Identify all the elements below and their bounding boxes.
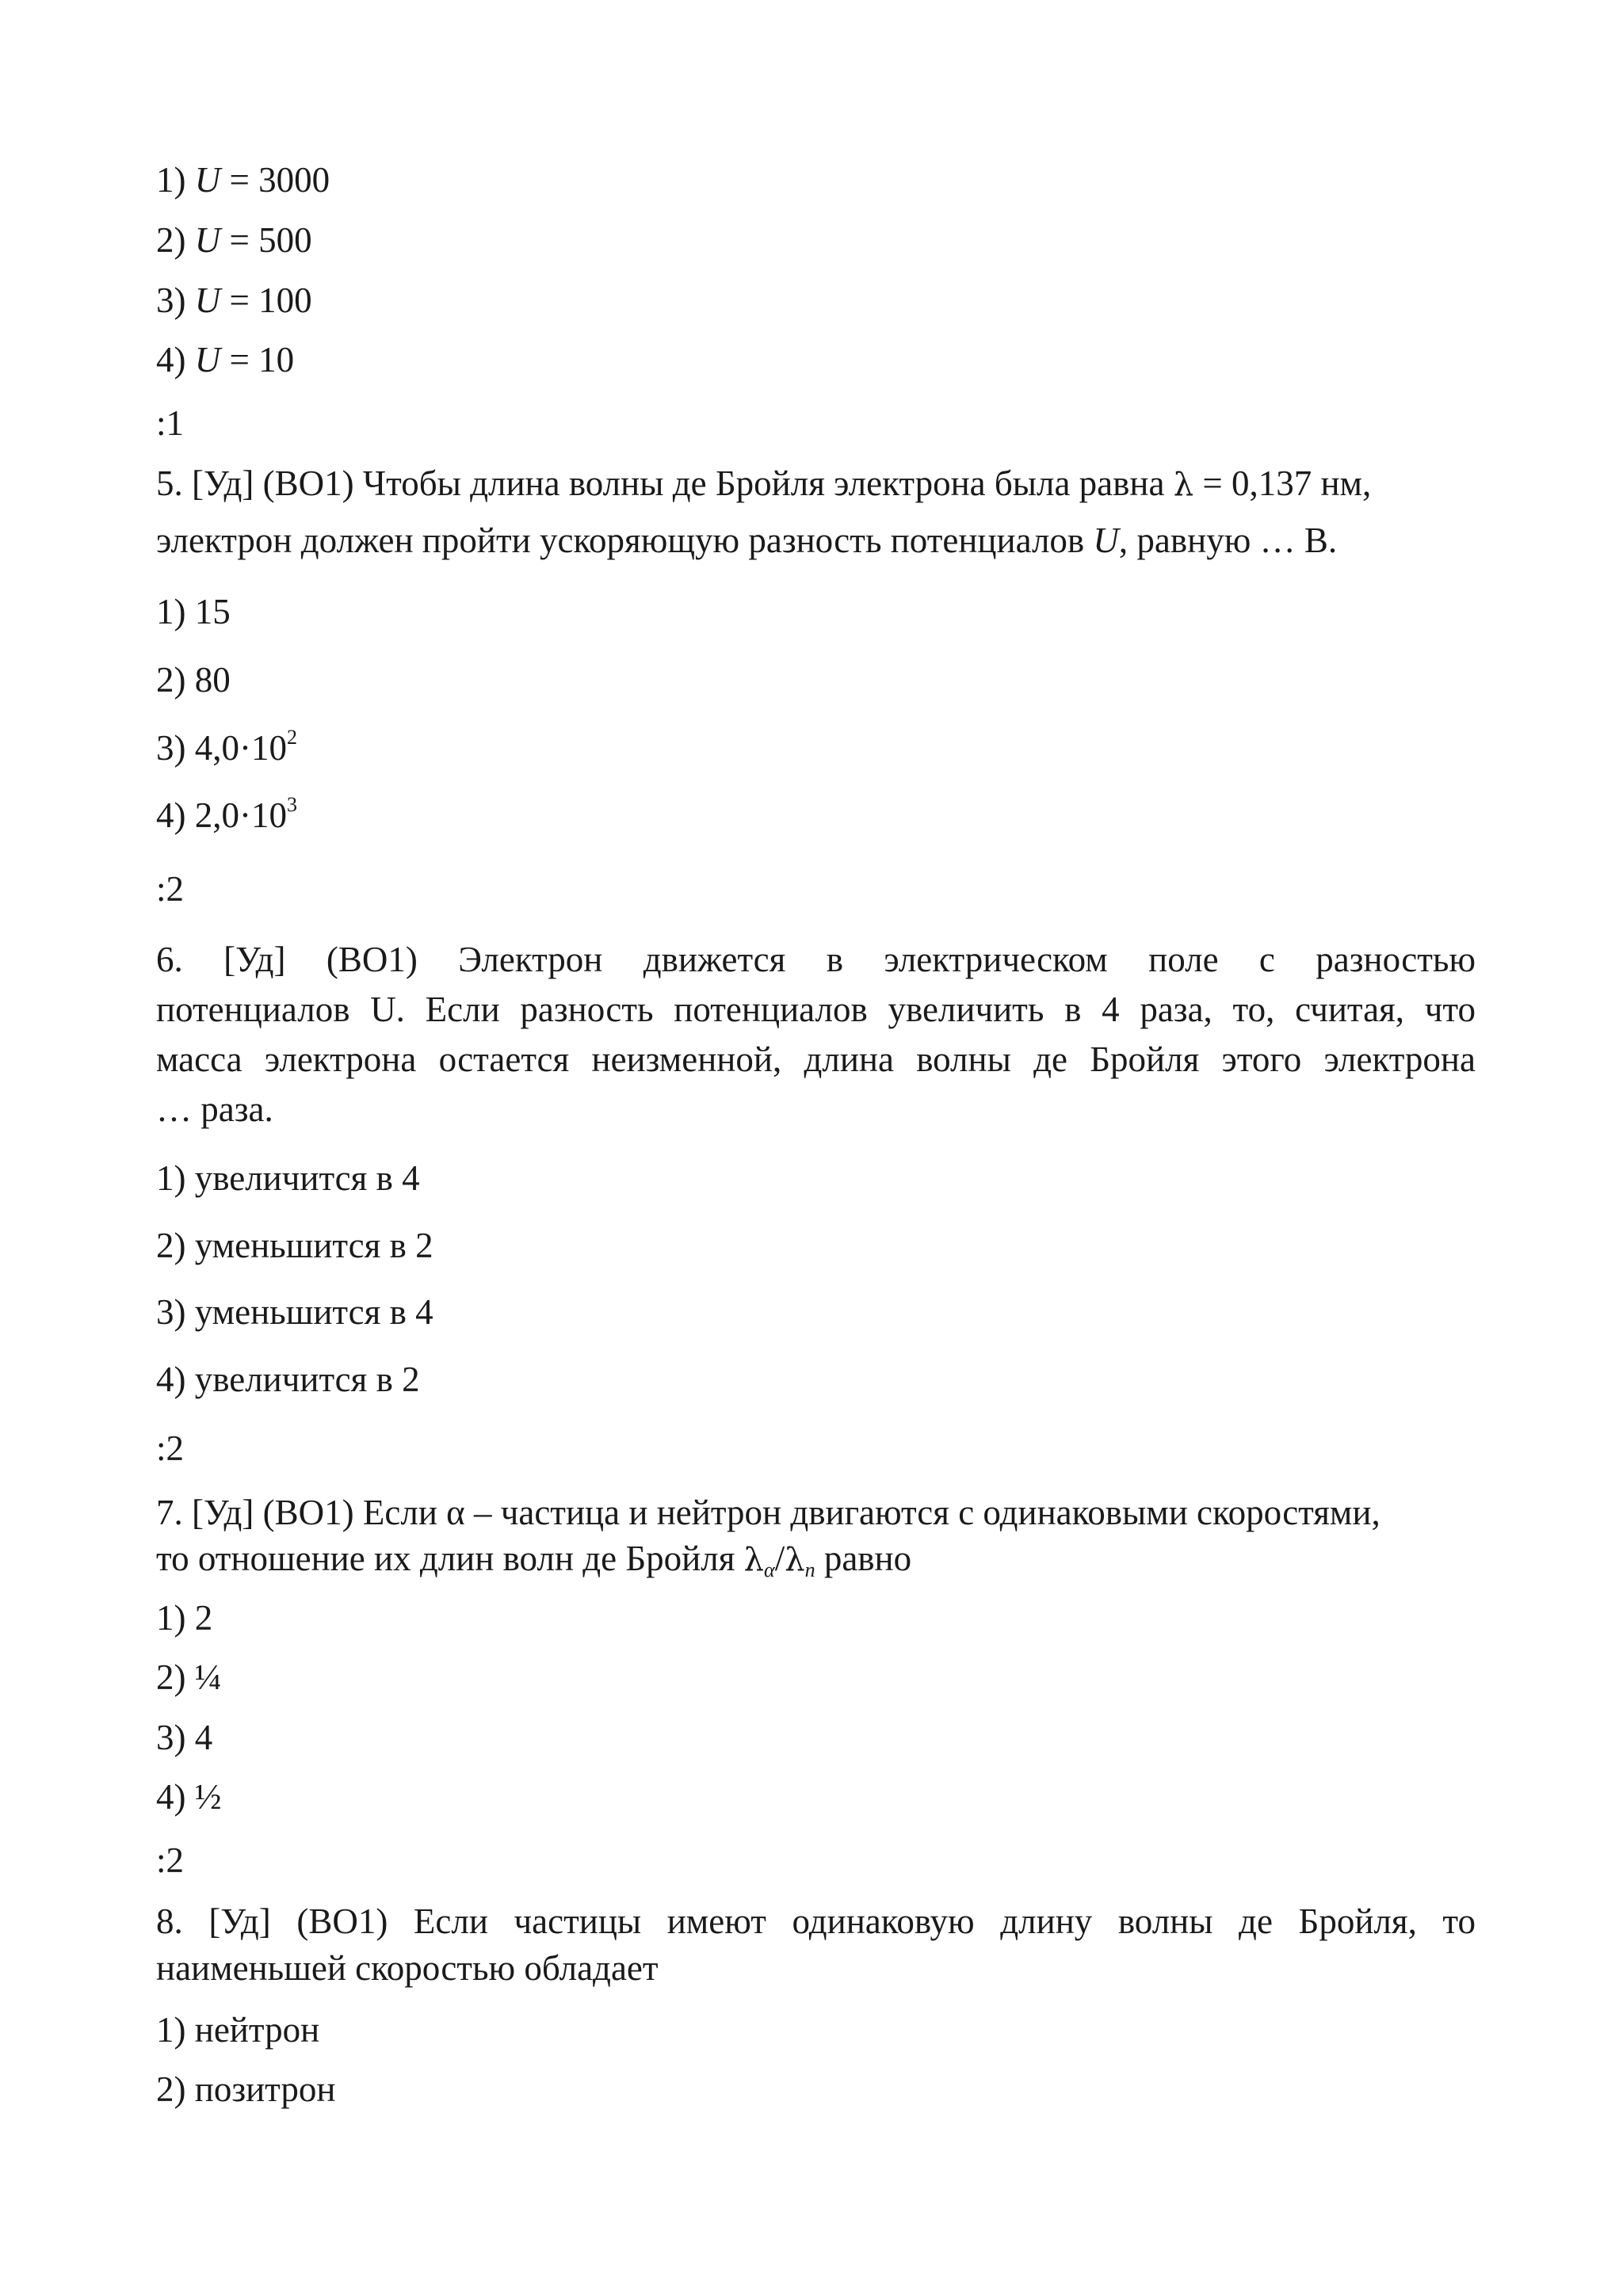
q4-option-2-value: = 500: [220, 220, 312, 260]
q4-option-1-value: = 3000: [220, 160, 330, 200]
q7-text-line-2: [156, 1539, 912, 1581]
q8-text-line-2: наименьшей скоростью обладает: [156, 1948, 659, 1988]
q7-option-1: 1) 2: [156, 1598, 213, 1638]
q4-option-1: [156, 162, 330, 198]
q5-lambda-symbol: λ: [1173, 467, 1194, 503]
q4-option-2-variable: U: [194, 220, 221, 260]
q7-n-subscript: n: [804, 1558, 815, 1581]
q4-option-1-number: 1): [156, 160, 195, 200]
q5-text-line-2-end: , равную … В.: [1118, 521, 1338, 560]
q7-text-line-2-start: то отношение их длин волн де Бройля: [156, 1539, 744, 1578]
q5-text-line-1-end: = 0,137 нм,: [1193, 463, 1372, 503]
q5-text-line-2: [156, 523, 1337, 559]
q7-option-4: 4) ½: [156, 1777, 222, 1817]
q4-option-4: [156, 342, 294, 378]
q7-text-line-2-end: равно: [815, 1539, 912, 1578]
q6-text-line-2: потенциалов U. Если разность потенциалов увеличить в 4 раза, то, считая, что: [156, 990, 1476, 1029]
q4-option-4-number: 4): [156, 340, 195, 379]
q6-option-4: 4) увеличится в 2: [156, 1360, 420, 1399]
q4-option-2: [156, 220, 312, 260]
q4-option-1-variable: U: [194, 160, 221, 200]
q5-text-line-1-start: 5. [Уд] (ВО1) Чтобы длина волны де Бройля электрона была равна: [156, 463, 1174, 503]
q4-option-3: [156, 280, 312, 320]
q5-text-line-2-variable: U: [1093, 521, 1119, 560]
q5-option-4: [156, 793, 297, 835]
q6-text-line-4: … раза.: [156, 1089, 273, 1129]
q4-option-2-number: 2): [156, 220, 195, 260]
q5-answer: :2: [156, 869, 185, 909]
q7-lambda-alpha-symbol: λ: [743, 1542, 765, 1578]
q4-option-3-value: = 100: [220, 280, 312, 320]
q6-option-2: 2) уменьшится в 2: [156, 1226, 433, 1265]
q5-text-line-2-start: электрон должен пройти ускоряющую разность потенциалов: [156, 521, 1094, 560]
q7-alpha-subscript: α: [764, 1558, 775, 1581]
q5-option-3: [156, 726, 297, 768]
q6-option-1: 1) увеличится в 4: [156, 1158, 420, 1198]
q4-option-4-variable: U: [194, 340, 221, 379]
q5-option-3-base: 3) 4,0·10: [156, 728, 287, 768]
q4-answer: :1: [156, 403, 185, 443]
q6-option-3: 3) уменьшится в 4: [156, 1292, 433, 1332]
q4-option-3-number: 3): [156, 280, 195, 320]
q8-option-2: 2) позитрон: [156, 2069, 336, 2109]
q5-option-4-base: 4) 2,0·10: [156, 795, 287, 835]
q4-option-4-value: = 10: [220, 340, 295, 379]
q7-text-line-1: 7. [Уд] (ВО1) Если α – частица и нейтрон двигаются с одинаковыми скоростями,: [156, 1493, 1381, 1532]
q4-option-3-variable: U: [194, 280, 221, 320]
q7-option-3: 3) 4: [156, 1718, 213, 1757]
q7-answer: :2: [156, 1840, 185, 1880]
q6-text-line-1: 6. [Уд] (ВО1) Электрон движется в электрическом поле с разностью: [156, 940, 1476, 979]
q7-fraction-slash: /: [774, 1539, 785, 1578]
q6-text-line-3: масса электрона остается неизменной, длина волны де Бройля этого электрона: [156, 1039, 1476, 1079]
q7-option-2: 2) ¼: [156, 1657, 222, 1697]
q6-answer: :2: [156, 1428, 185, 1468]
q5-option-2: 2) 80: [156, 660, 231, 700]
q7-lambda-n-symbol: λ: [785, 1542, 805, 1578]
q8-text-line-1: 8. [Уд] (ВО1) Если частицы имеют одинаковую длину волны де Бройля, то: [156, 1901, 1476, 1941]
q5-option-3-exponent: 2: [286, 726, 297, 749]
q5-text-line-1: [156, 463, 1372, 503]
q5-option-4-exponent: 3: [286, 793, 297, 816]
q5-option-1: 1) 15: [156, 592, 231, 631]
q8-option-1: 1) нейтрон: [156, 2010, 320, 2050]
